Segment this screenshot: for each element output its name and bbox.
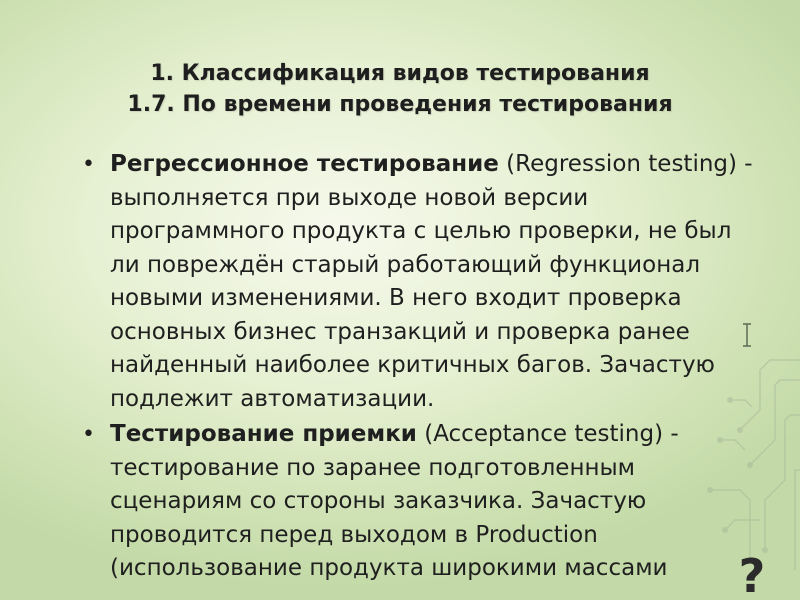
question-mark-icon: [732, 548, 772, 598]
svg-text:?: ?: [738, 549, 766, 598]
title-line-2: 1.7. По времени проведения тестирования: [127, 92, 673, 117]
text-regression: (Regression testing) - выполняется при выходе новой версии программного продукта с целью проверки, не был ли повреждён старый работающий функционал новыми изменениями. В него входит проверка основных бизнес транзакций и проверка ранее найденный наиболее критичных багов. Зачастую подлежит автоматизации.: [110, 151, 753, 412]
term-acceptance: Тестирование приемки: [110, 421, 417, 447]
text-acceptance: (Acceptance testing) - тестирование по заранее подготовленным сценариям со стороны заказчика. Зачастую проводится перед выходом в Production (использование продукта широкими массами: [110, 421, 679, 581]
bullet-regression: [78, 148, 768, 416]
bullet-dot: •: [82, 152, 95, 177]
title-line-1: 1. Классификация видов тестирования: [150, 61, 650, 86]
slide-title: [20, 58, 780, 120]
bullet-list: [78, 148, 768, 588]
bullet-dot: •: [82, 422, 95, 447]
bullet-acceptance: [78, 418, 768, 586]
term-regression: Регрессионное тестирование: [110, 151, 499, 177]
